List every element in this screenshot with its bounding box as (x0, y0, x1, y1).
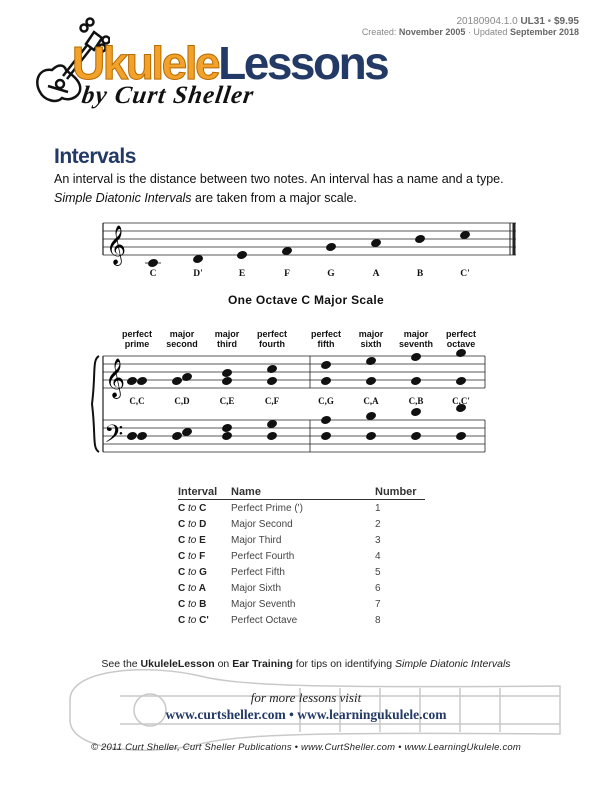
interval-pair-label: C,E (219, 396, 235, 406)
number-cell: 7 (375, 598, 381, 610)
interval-to: C (199, 502, 207, 514)
interval-header-word: perfect (445, 329, 476, 339)
interval-to: C' (199, 614, 209, 626)
page-title: Intervals (54, 145, 136, 168)
bass-clef-icon: 𝄢 (104, 420, 124, 455)
scale-note-label: G (327, 269, 335, 279)
document-meta: 20180904.1.0 UL31 • $9.95 Created: November 2005 · Updated September 2018 (361, 16, 579, 37)
doc-price: $9.95 (553, 16, 579, 27)
interval-header-word: seventh (398, 339, 433, 349)
interval-from: C (178, 550, 186, 562)
name-cell: Perfect Fifth (231, 566, 285, 578)
interval-pair-label: C,F (264, 396, 280, 406)
scale-caption: One Octave C Major Scale (228, 293, 384, 307)
interval-header-word: fourth (259, 339, 285, 349)
interval-to-word: to (188, 614, 197, 626)
ear-training-link[interactable]: Ear Training (232, 658, 293, 670)
interval-from: C (178, 614, 186, 626)
interval-header-word: major (358, 329, 384, 339)
see-lesson: UkuleleLesson (140, 658, 215, 670)
name-cell: Major Seventh (231, 598, 296, 610)
scale-note-label: D' (193, 269, 203, 279)
col-interval: Interval (178, 486, 231, 500)
interval-header-word: major (169, 329, 195, 339)
interval-from: C (178, 582, 186, 594)
interval-from: C (178, 534, 186, 546)
interval-to: E (199, 534, 206, 546)
interval-from: C (178, 518, 186, 530)
intro-emphasis: Simple Diatonic Intervals (54, 191, 192, 205)
number-cell: 1 (375, 502, 381, 514)
interval-to-word: to (188, 566, 197, 578)
name-cell: Perfect Prime (') (231, 502, 303, 514)
col-name: Name (231, 486, 375, 500)
treble-clef-icon: 𝄞 (106, 225, 127, 265)
logo-byline: by Curt Sheller (80, 82, 256, 109)
interval-from: C (178, 502, 186, 514)
intro-line-1: An interval is the distance between two notes. An interval has a name and a type. (54, 172, 504, 186)
interval-header-word: prime (124, 339, 150, 349)
interval-header-word: octave (446, 339, 476, 349)
scale-note-label: C (149, 269, 157, 279)
interval-pair-label: C,D (174, 396, 190, 406)
interval-header-word: sixth (360, 339, 382, 349)
site-separator: • (289, 707, 294, 722)
interval-to-word: to (188, 598, 197, 610)
ear-training-note (0, 658, 612, 670)
more-lessons-text: for more lessons visit (250, 690, 362, 705)
interval-header-word: perfect (121, 329, 152, 339)
logo-word-ukulele: Ukulele (72, 37, 219, 89)
name-cell: Perfect Fourth (231, 550, 295, 562)
interval-pair-label: C,C (129, 396, 145, 406)
interval-to-word: to (188, 502, 197, 514)
col-number: Number (375, 486, 425, 500)
interval-to: F (199, 550, 206, 562)
interval-header-word: perfect (256, 329, 287, 339)
name-cell: Major Third (231, 534, 282, 546)
interval-header-word: perfect (310, 329, 341, 339)
scale-note-label: C' (460, 269, 470, 279)
interval-to: D (199, 518, 207, 530)
number-cell: 6 (375, 582, 381, 594)
number-cell: 4 (375, 550, 381, 562)
interval-header-word: second (166, 339, 198, 349)
number-cell: 5 (375, 566, 381, 578)
interval-to: G (199, 566, 207, 578)
scale-note-label: E (238, 269, 246, 279)
copyright-line: © 2011 Curt Sheller, Curt Sheller Publications • www.CurtSheller.com • www.LearningUkulele.com (90, 742, 522, 753)
site-link-curtsheller[interactable]: www.curtsheller.com (165, 707, 286, 722)
see-on: on (214, 658, 233, 670)
name-cell: Major Second (231, 518, 293, 530)
updated-date: September 2018 (509, 27, 579, 37)
site-links (0, 707, 612, 723)
interval-pair-label: C,A (363, 396, 379, 406)
number-cell: 3 (375, 534, 381, 546)
logo-word-lessons: Lessons (218, 37, 388, 89)
see-emphasis: Simple Diatonic Intervals (395, 658, 511, 670)
interval-to: A (198, 582, 207, 594)
interval-header-word: third (217, 339, 237, 349)
number-cell: 8 (375, 614, 381, 626)
doc-series: UL31 (520, 16, 545, 27)
name-cell: Perfect Octave (231, 614, 298, 626)
interval-pair-label: C,B (408, 396, 424, 406)
intro-line-2-rest: are taken from a major scale. (191, 191, 357, 205)
interval-pair-label: C,C' (452, 396, 470, 406)
name-cell: Major Sixth (231, 582, 282, 594)
treble-clef-icon: 𝄞 (105, 358, 126, 398)
created-label: Created: (361, 27, 397, 37)
see-pre: See the (101, 658, 141, 670)
interval-header-word: major (214, 329, 240, 339)
site-link-learningukulele[interactable]: www.learningukulele.com (297, 707, 447, 722)
interval-from: C (178, 598, 186, 610)
doc-code: 20180904.1.0 (456, 16, 518, 27)
scale-note-label: B (416, 269, 424, 279)
scale-note-label: A (372, 269, 380, 279)
interval-header-word: fifth (317, 339, 335, 349)
interval-to-word: to (188, 518, 197, 530)
updated-label: Updated (473, 27, 508, 37)
scale-note-label: F (284, 269, 290, 279)
interval-to: B (199, 598, 207, 610)
created-date: November 2005 (398, 27, 466, 37)
number-cell: 2 (375, 518, 381, 530)
interval-to-word: to (188, 582, 197, 594)
interval-pair-label: C,G (318, 396, 334, 406)
interval-header-word: major (403, 329, 429, 339)
interval-from: C (178, 566, 186, 578)
see-mid: for tips on identifying (292, 658, 396, 670)
interval-to-word: to (188, 534, 197, 546)
interval-to-word: to (188, 550, 197, 562)
